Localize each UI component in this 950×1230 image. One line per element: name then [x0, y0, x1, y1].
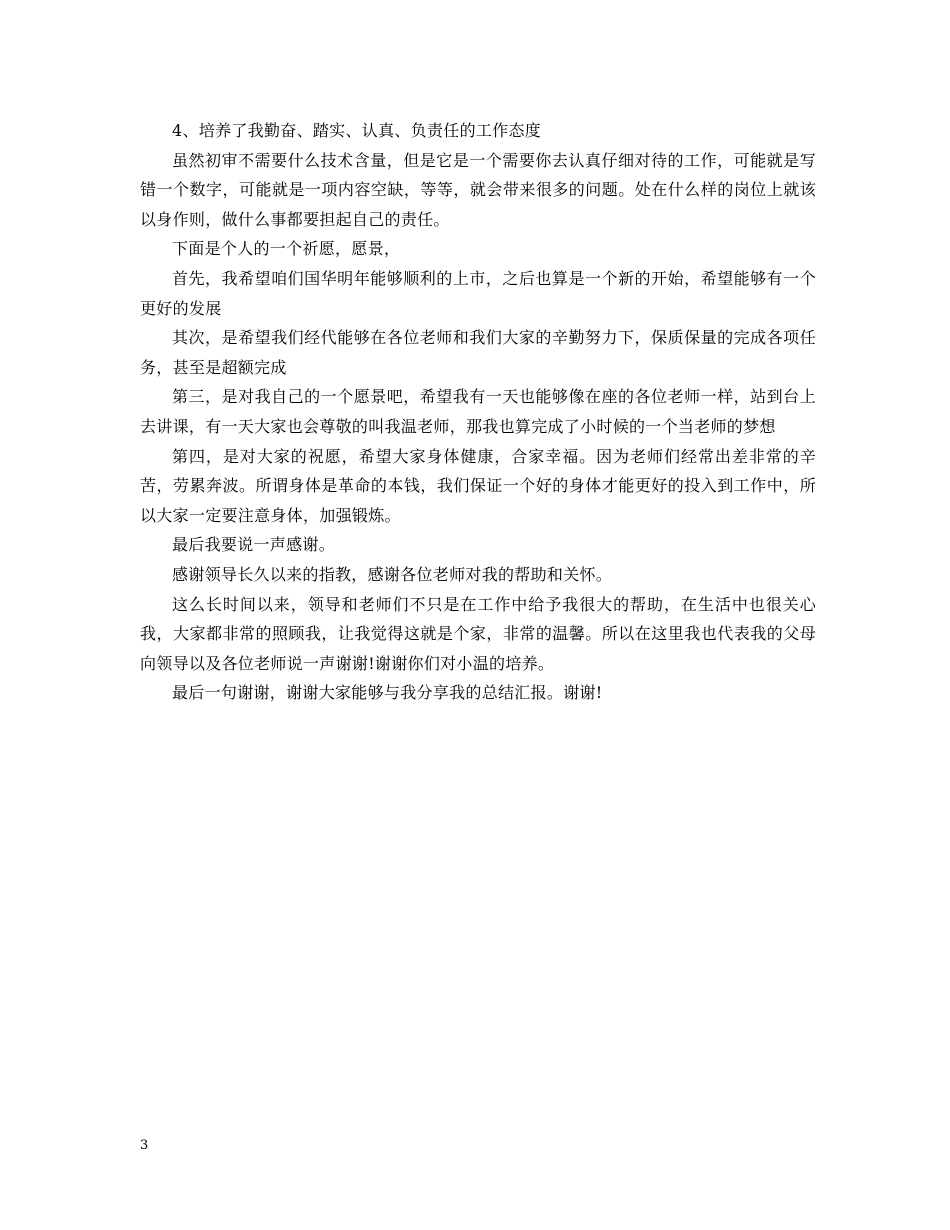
paragraph-second-wish: 其次，是希望我们经代能够在各位老师和我们大家的辛勤努力下，保质保量的完成各项任务，甚至是超额完成: [140, 328, 816, 377]
paragraph-review-work: 虽然初审不需要什么技术含量，但是它是一个需要你去认真仔细对待的工作，可能就是写错一个数字，可能就是一项内容空缺，等等，就会带来很多的问题。处在什么样的岗位上就该以身作则，做什么事都要担起自己的责任。: [140, 150, 816, 229]
paragraph-final-thanks: 最后一句谢谢，谢谢大家能够与我分享我的总结汇报。谢谢!: [172, 683, 603, 703]
paragraph-wishes-intro: 下面是个人的一个祈愿，愿景，: [172, 239, 401, 259]
paragraph-third-wish: 第三，是对我自己的一个愿景吧，希望我有一天也能够像在座的各位老师一样，站到台上去讲课，有一天大家也会尊敬的叫我温老师，那我也算完成了小时候的一个当老师的梦想: [140, 387, 816, 436]
document-body: [140, 116, 816, 708]
paragraph-thanks-leaders: 感谢领导长久以来的指教，感谢各位老师对我的帮助和关怀。: [172, 564, 613, 584]
paragraph-thanks-intro: 最后我要说一声感谢。: [172, 535, 336, 555]
paragraph-fourth-wish: 第四，是对大家的祝愿，希望大家身体健康，合家幸福。因为老师们经常出差非常的辛苦，劳累奔波。所谓身体是革命的本钱，我们保证一个好的身体才能更好的投入到工作中，所以大家一定要注意身体，加强锻炼。: [140, 446, 816, 525]
page-number: 3: [140, 1138, 149, 1153]
paragraph-work-attitude: 4、培养了我勤奋、踏实、认真、负责任的工作态度: [172, 121, 542, 140]
paragraph-thanks-care: 这么长时间以来，领导和老师们不只是在工作中给予我很大的帮助，在生活中也很关心我，大家都非常的照顾我，让我觉得这就是个家，非常的温馨。所以在这里我也代表我的父母向领导以及各位老师说一声谢谢!谢谢你们对小温的培养。: [140, 594, 816, 673]
paragraph-first-wish: 首先，我希望咱们国华明年能够顺利的上市，之后也算是一个新的开始，希望能够有一个更好的发展: [140, 268, 816, 318]
